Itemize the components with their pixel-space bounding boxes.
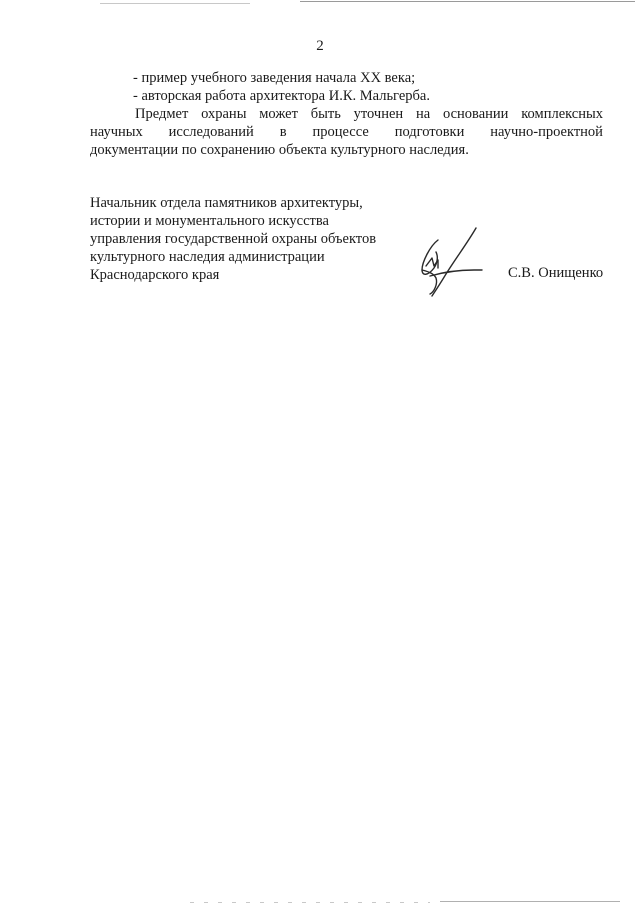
word: комплексных	[521, 106, 603, 122]
scan-artifact-top-left	[100, 3, 250, 4]
signature-icon	[408, 226, 488, 298]
list-item-1: - пример учебного заведения начала XX века;	[133, 70, 416, 86]
signatory-position-line-1: Начальник отдела памятников архитектуры,	[90, 195, 363, 211]
signatory-position-line-5: Краснодарского края	[90, 267, 220, 283]
word: Предмет	[135, 106, 189, 122]
paragraph-line-2	[90, 123, 603, 141]
word: быть	[310, 106, 341, 122]
list-item-2: - авторская работа архитектора И.К. Мальгерба.	[133, 88, 430, 104]
scan-artifact-bottom-dots	[190, 902, 430, 903]
page-number: 2	[316, 38, 324, 54]
handwritten-signature	[408, 226, 488, 303]
word: научно-проектной	[490, 124, 603, 140]
word: охраны	[201, 106, 247, 122]
signatory-position-line-2: истории и монументального искусства	[90, 213, 329, 229]
word: исследований	[168, 124, 254, 140]
word: может	[259, 106, 298, 122]
word: основании	[442, 106, 509, 122]
paragraph-line-1	[135, 105, 603, 123]
signatory-position-line-3: управления государственной охраны объектов	[90, 231, 377, 247]
word: подготовки	[394, 124, 465, 140]
word: в	[279, 124, 287, 140]
scan-artifact-top	[300, 1, 635, 2]
word: уточнен	[353, 106, 404, 122]
word: на	[415, 106, 431, 122]
signatory-name: С.В. Онищенко	[508, 265, 604, 281]
signatory-position-line-4: культурного наследия администрации	[90, 249, 325, 265]
paragraph-line-3: документации по сохранению объекта культурного наследия.	[90, 142, 469, 158]
scan-artifact-bottom	[440, 901, 620, 902]
word: процессе	[312, 124, 369, 140]
word: научных	[90, 124, 143, 140]
